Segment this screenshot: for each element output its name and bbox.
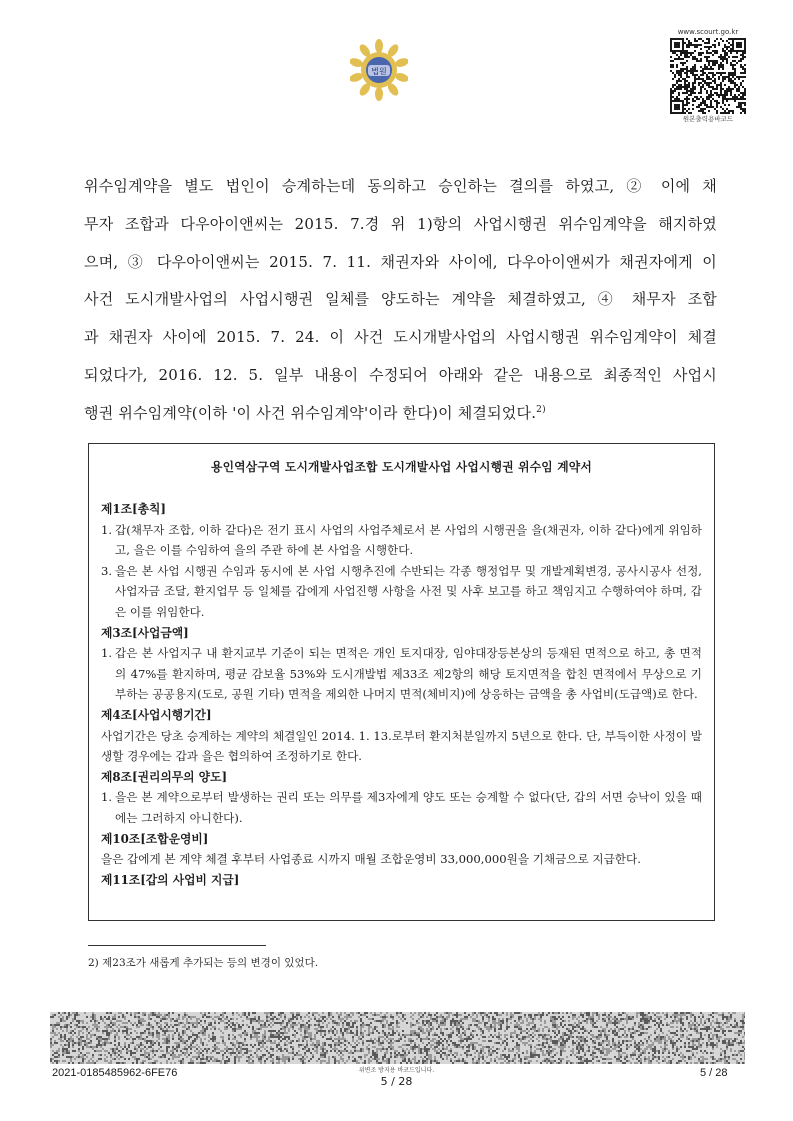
- article-1-item: [101, 561, 702, 623]
- footnote-ref[interactable]: 2): [536, 404, 546, 415]
- item-number: 3.: [101, 563, 113, 578]
- body-line: 위수임계약을 별도 법인이 승계하는데 동의하고 승인하는 결의를 하였고, ② 이에 채: [84, 177, 717, 195]
- article-3-item: [101, 643, 702, 705]
- item-text: 을은 본 계약으로부터 발생하는 권리 또는 의무를 제3자에게 양도 또는 승계할 수 없다(단, 갑의 서면 승낙이 있을 때에는 그러하지 아니한다).: [115, 790, 702, 825]
- body-line: 무자 조합과 다우아이앤씨는 2015. 7.경 위 1)항의 사업시행권 위수임계약을 해지하였: [84, 214, 717, 233]
- qr-url: www.scourt.go.kr: [677, 28, 739, 36]
- item-text: 갑은 본 사업지구 내 환지교부 기준이 되는 면적은 개인 토지대장, 임야대장등본상의 등재된 면적으로 하고, 총 면적의 47%를 환지하며, 평균 감보율 53%와 도시개발법 제33조 제2항의 해당 토지면적을 합친 면적에서 무상으로 기부하는 공공용지(도로, 공원 기타) 면적을 제외한 나머지 면적(체비지)에 상응하는 금액을 총 사업비(도급액)로 한다.: [115, 646, 702, 702]
- court-emblem-icon: [350, 38, 408, 104]
- body-line: 과 채권자 사이에 2015. 7. 24. 이 사건 도시개발사업의 사업시행권 위수임계약이 체결: [84, 328, 717, 347]
- item-number: 1.: [101, 646, 113, 661]
- article-8-heading: 제8조[권리의무의 양도]: [101, 769, 228, 784]
- body-line-text: 행권 위수임계약(이하 '이 사건 위수임계약'이라 한다)이 체결되었다.: [84, 403, 537, 422]
- body-line: 으며, ③ 다우아이앤씨는 2015. 7. 11. 채권자와 사이에, 다우아이앤씨가 채권자에게 이: [84, 252, 717, 271]
- article-3-heading: 제3조[사업금액]: [101, 625, 189, 640]
- article-4-heading: 제4조[사업시행기간]: [101, 707, 212, 722]
- page-number-center: 5 / 28: [380, 1075, 413, 1088]
- body-line-last: [84, 395, 717, 433]
- anti-forgery-note: 위변조 방지용 바코드입니다.: [358, 1067, 435, 1074]
- footnote-divider: [88, 945, 266, 946]
- page-number-right: 5 / 28: [700, 1067, 728, 1079]
- footnote-text: 2) 제23조가 새롭게 추가되는 등의 변경이 있었다.: [88, 957, 319, 969]
- security-pattern-band: [50, 1012, 745, 1064]
- qr-caption: 원본출력용바코드: [682, 115, 734, 123]
- article-1-item: [101, 520, 702, 561]
- document-id: 2021-0185485962-6FE76: [52, 1067, 178, 1079]
- article-10-text: 을은 갑에게 본 계약 체결 후부터 사업종료 시까지 매월 조합운영비 33,000,000원을 기채금으로 지급한다.: [101, 852, 641, 867]
- body-paragraph: [84, 168, 717, 433]
- article-11-heading: 제11조[갑의 사업비 지급]: [101, 872, 240, 887]
- footer-center: [340, 1067, 453, 1088]
- contract-excerpt-box: [88, 443, 715, 921]
- item-text: 을은 본 사업 시행권 수임과 동시에 본 사업 시행추진에 수반되는 각종 행정업무 및 개발계획변경, 공사시공사 선정, 사업자금 조달, 환지업무 등 일체를 갑에게 사업진행 사항을 사전 및 사후 보고를 하고 책임지고 수행하여야 하며, 갑은 이를 위임한다.: [115, 563, 702, 619]
- body-line: 사건 도시개발사업의 사업시행권 일체를 양도하는 계약을 체결하였고, ④ 채무자 조합: [84, 290, 717, 309]
- item-text: 갑(채무자 조합, 이하 같다)은 전기 표시 사업의 사업주체로서 본 사업의 시행권을 을(채권자, 이하 같다)에게 위임하고, 을은 이를 수임하여 을의 주관 하에 본 사업을 시행한다.: [115, 522, 702, 558]
- article-10-heading: 제10조[조합운영비]: [101, 831, 209, 846]
- item-number: 1.: [101, 522, 113, 537]
- qr-code-icon: [670, 38, 746, 114]
- body-line: 되었다가, 2016. 12. 5. 일부 내용이 수정되어 아래와 같은 내용으로 최종적인 사업시: [84, 365, 717, 384]
- article-1-heading: 제1조[총칙]: [101, 502, 166, 516]
- emblem-label: 법원: [371, 67, 387, 76]
- contract-title: 용인역삼구역 도시개발사업조합 도시개발사업 사업시행권 위수임 계약서: [210, 460, 592, 474]
- article-4-text: 사업기간은 당초 승계하는 계약의 체결일인 2014. 1. 13.로부터 환지처분일까지 5년으로 한다. 단, 부득이한 사정이 발생할 경우에는 갑과 을은 협의하여 조정하기로 한다.: [101, 728, 702, 764]
- item-number: 1.: [101, 790, 113, 805]
- article-8-item: [101, 787, 702, 828]
